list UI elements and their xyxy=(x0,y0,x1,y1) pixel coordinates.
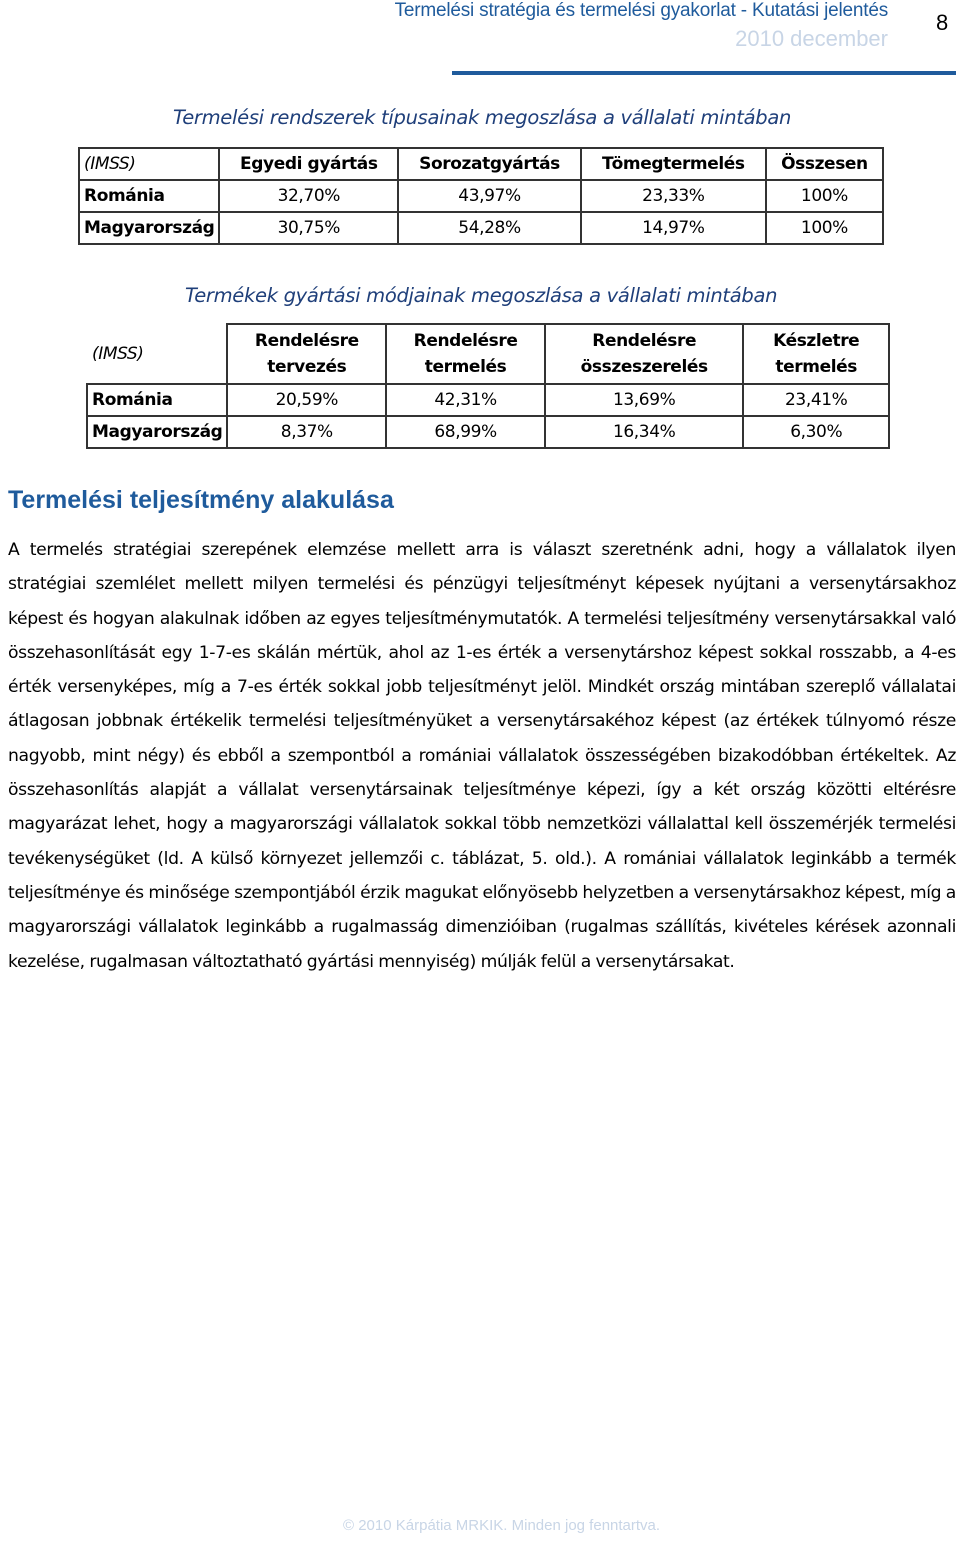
table-cell: 23,41% xyxy=(743,384,889,416)
table-cell: 20,59% xyxy=(227,384,386,416)
table-cell: 8,37% xyxy=(227,416,386,448)
table-row xyxy=(87,416,889,448)
table-header-cell: Tömegtermelés xyxy=(581,148,766,180)
table-cell: 32,70% xyxy=(219,180,398,212)
manufacturing-modes-table xyxy=(86,323,890,449)
row-label: Magyarország xyxy=(79,212,219,244)
header-text: Rendelésre tervezés xyxy=(254,331,359,377)
table-cell: 23,33% xyxy=(581,180,766,212)
table-row xyxy=(79,180,883,212)
table-cell: 42,31% xyxy=(386,384,545,416)
table-cell: 30,75% xyxy=(219,212,398,244)
table-header-cell xyxy=(227,324,386,384)
table-row xyxy=(79,212,883,244)
table1-caption: Termelési rendszerek típusainak megoszlása a vállalati mintában xyxy=(173,106,792,129)
row-label: Románia xyxy=(79,180,219,212)
header-text: Rendelésre termelés xyxy=(413,331,518,377)
report-date: 2010 december xyxy=(735,26,888,51)
table-header-cell xyxy=(545,324,743,384)
row-label: Románia xyxy=(87,384,227,416)
row-label: Magyarország xyxy=(87,416,227,448)
body-paragraph: A termelés stratégiai szerepének elemzése mellett arra is választ szeretnénk adni, hogy a vállalatok ilyen stratégiai szemlélet mellett milyen termelési és pénzügyi teljesítményt képesek nyújtani a versenytársakhoz képest és hogyan alakulnak időben az egyes teljesítménymutatók. A termelési teljesítmény versenytársakkal való összehasonlítását egy 1-7-es skálán mértük, ahol az 1-es érték a versenytárshoz képest sokkal rosszabb, a 4-es érték versenyképes, míg a 7-es érték sokkal jobb teljesítményt jelöl. Mindkét ország mintában szereplő vállalatai átlagosan jobbnak értékelik termelési teljesítményüket a versenytársakéhoz képest (az értékek túlnyomó része nagyobb, mint négy) és ebből a szempontból a romániai vállalatok összességében bizakodóbban értékeltek. Az összehasonlítás alapját a vállalat versenytársainak teljesítménye képezi, így a két ország közötti eltérésre magyarázat lehet, hogy a magyarországi vállalatok sokkal több nemzetközi vállalattal kell összemérjék termelési tevékenységüket (ld. A külső környezet jellemzői c. táblázat, 5. old.). A romániai vállalatok leginkább a termék teljesítménye és minősége szempontjából érzik magukat előnyösebb helyzetben a versenytársakhoz képest, míg a magyarországi vállalatok leginkább a rugalmasság dimenzióiban (rugalmas szállítás, kivételes kérések azonnali kezelése, rugalmasan változtatható gyártási mennyiség) múlják felül a versenytársakat. xyxy=(8,540,956,972)
table-header-cell xyxy=(386,324,545,384)
table-row xyxy=(87,384,889,416)
table-cell: 14,97% xyxy=(581,212,766,244)
header-text: Rendelésre összeszerelés xyxy=(580,331,708,377)
table-cell: 54,28% xyxy=(398,212,581,244)
production-systems-table xyxy=(78,147,884,245)
table-cell: 6,30% xyxy=(743,416,889,448)
table-header-cell: Sorozatgyártás xyxy=(398,148,581,180)
table2-caption: Termékek gyártási módjainak megoszlása a vállalati mintában xyxy=(185,284,778,307)
table-header-cell: (IMSS) xyxy=(79,148,219,180)
table-header-cell xyxy=(743,324,889,384)
table-header-row xyxy=(87,324,889,384)
section-heading: Termelési teljesítmény alakulása xyxy=(8,486,394,514)
table-cell: 100% xyxy=(766,180,883,212)
table-header-cell: Összesen xyxy=(766,148,883,180)
copyright-footer: © 2010 Kárpátia MRKIK. Minden jog fenntartva. xyxy=(343,1517,661,1534)
header-rule xyxy=(452,71,956,75)
table-header-row xyxy=(79,148,883,180)
table-cell: 43,97% xyxy=(398,180,581,212)
table-cell: 68,99% xyxy=(386,416,545,448)
table-header-cell: Egyedi gyártás xyxy=(219,148,398,180)
table-header-cell: (IMSS) xyxy=(87,324,227,384)
report-title: Termelési stratégia és termelési gyakorlat - Kutatási jelentés xyxy=(394,0,888,21)
table-cell: 13,69% xyxy=(545,384,743,416)
header-text: Készletre termelés xyxy=(773,331,860,377)
page-number: 8 xyxy=(936,10,949,35)
table-cell: 16,34% xyxy=(545,416,743,448)
table-cell: 100% xyxy=(766,212,883,244)
